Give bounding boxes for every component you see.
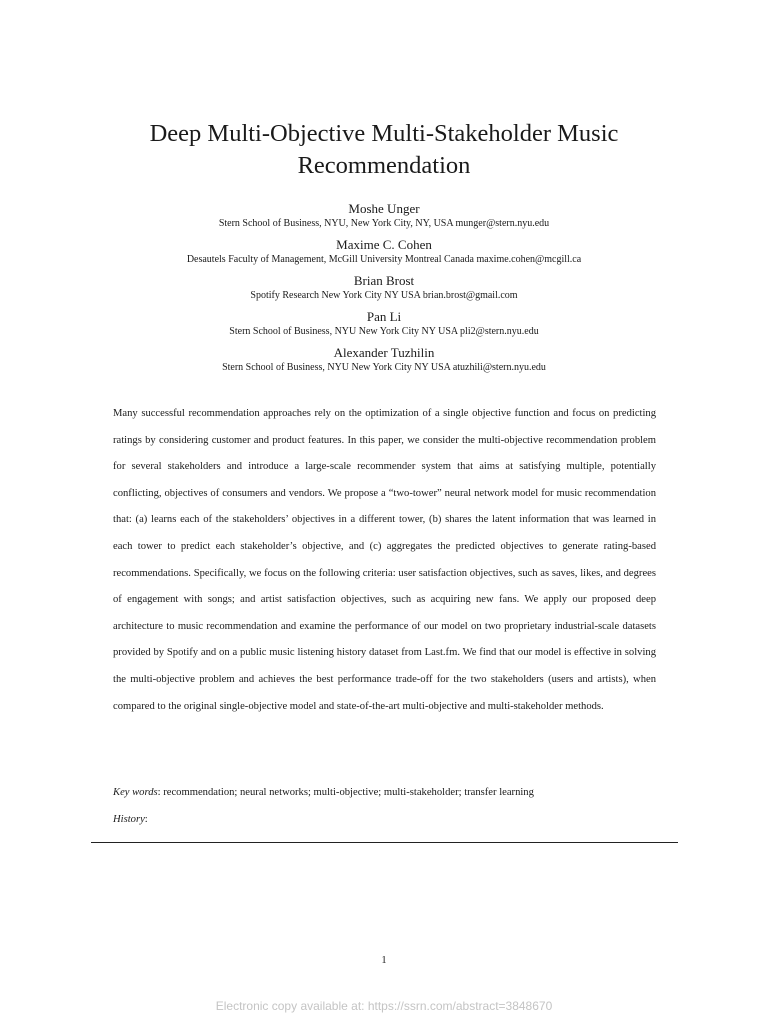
author-affiliation: Stern School of Business, NYU, New York City, NY, USA munger@stern.nyu.edu xyxy=(218,218,550,229)
author-block xyxy=(90,272,678,302)
keywords-line: Key words: recommendation; neural networks; multi-objective; multi-stakeholder; transfer learning xyxy=(113,787,534,798)
ssrn-footer-link[interactable]: Electronic copy available at: https://ssrn.com/abstract=3848670 xyxy=(215,999,553,1013)
author-list xyxy=(90,200,678,380)
keywords-label: Key words xyxy=(113,787,158,798)
author-block xyxy=(90,308,678,338)
author-block xyxy=(90,236,678,266)
author-affiliation: Spotify Research New York City NY USA brian.brost@gmail.com xyxy=(250,290,518,301)
paper-title: Deep Multi-Objective Multi-Stakeholder Music Recommendation xyxy=(149,120,619,179)
author-affiliation: Desautels Faculty of Management, McGill University Montreal Canada maxime.cohen@mcgill.ca xyxy=(186,254,582,265)
author-block xyxy=(90,344,678,374)
author-block xyxy=(90,200,678,230)
footer-divider xyxy=(91,842,678,843)
history-line: History: xyxy=(113,814,148,825)
page-number: 1 xyxy=(381,955,387,966)
author-affiliation: Stern School of Business, NYU New York City NY USA pli2@stern.nyu.edu xyxy=(229,326,539,337)
author-name: Brian Brost xyxy=(353,273,415,288)
author-affiliation: Stern School of Business, NYU New York City NY USA atuzhili@stern.nyu.edu xyxy=(222,362,546,373)
author-name: Maxime C. Cohen xyxy=(336,237,432,252)
author-name: Moshe Unger xyxy=(348,201,420,216)
author-name: Pan Li xyxy=(366,309,402,324)
keywords-text: recommendation; neural networks; multi-objective; multi-stakeholder; transfer learning xyxy=(163,787,534,798)
author-name: Alexander Tuzhilin xyxy=(333,345,435,360)
abstract: Many successful recommendation approaches rely on the optimization of a single objective function and focus on predicting ratings by considering customer and product features. In this paper, we consider the multi-objective recommendation problem for several stakeholders and introduce a large-scale recommender system that aims at satisfying multiple, potentially conflicting, objectives of consumers and vendors. We propose a “two-tower” neural network model for music recommendation that: (a) learns each of the stakeholders’ objectives in a different tower, (b) shares the latent information that was learned in each tower to predict each stakeholder’s objective, and (c) aggregates the predicted objectives to generate rating-based recommendations. Specifically, we focus on the following criteria: user satisfaction objectives, such as saves, likes, and degrees of engagement with songs; and artist satisfaction objectives, such as acquiring new fans. We apply our proposed deep architecture to music recommendation and examine the performance of our model on two proprietary industrial-scale datasets provided by Spotify and on a public music listening history dataset from Last.fm. We find that our model is effective in solving the multi-objective problem and achieves the best performance trade-off for the two stakeholders (users and artists), when compared to the original single-objective model and state-of-the-art multi-objective and multi-stakeholder methods. xyxy=(113,408,656,712)
history-label: History xyxy=(113,814,145,825)
